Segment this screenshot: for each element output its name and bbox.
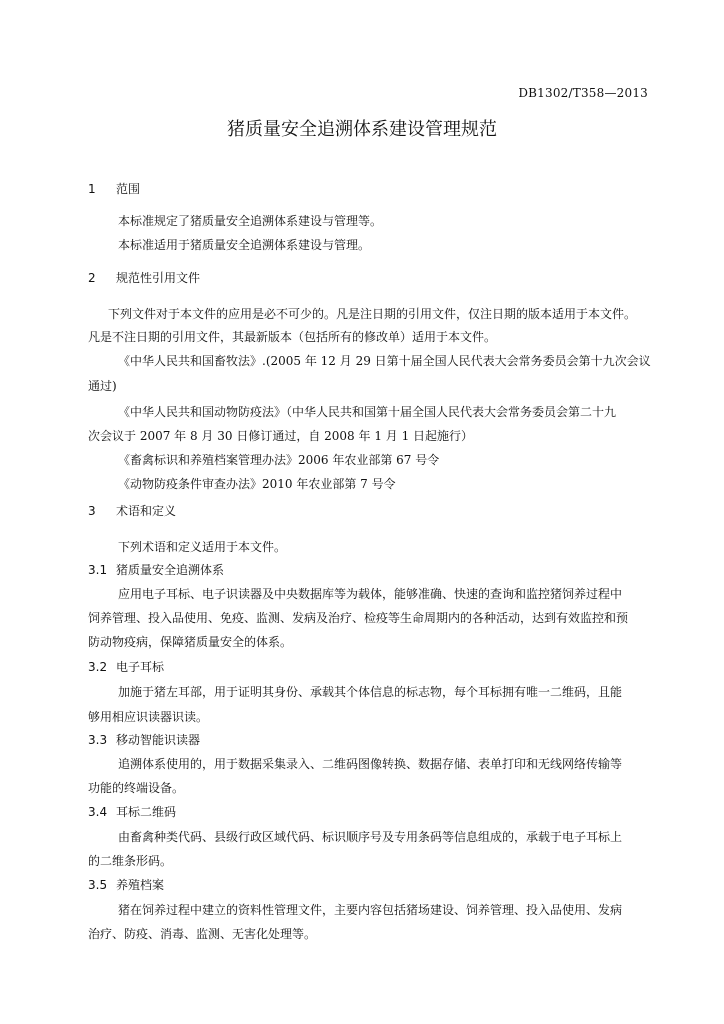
section-number: 3.2 bbox=[88, 660, 108, 674]
section-number: 3.1 bbox=[88, 563, 108, 577]
paragraph-line: 治疗、防疫、消毒、监测、无害化处理等。 bbox=[88, 927, 317, 941]
section-3-2-heading bbox=[88, 658, 164, 675]
paragraph-line: 下列术语和定义适用于本文件。 bbox=[118, 540, 287, 554]
paragraph-line: 本标准适用于猪质量安全追溯体系建设与管理。 bbox=[118, 238, 371, 252]
section-number: 3 bbox=[88, 504, 96, 518]
paragraph-line: 《动物防疫条件审查办法》2010 年农业部第 7 号令 bbox=[118, 477, 396, 491]
section-3-4-heading bbox=[88, 803, 176, 820]
paragraph-line: 《畜禽标识和养殖档案管理办法》2006 年农业部第 67 号令 bbox=[118, 453, 440, 467]
paragraph-line: 应用电子耳标、电子识读器及中央数据库等为载体，能够准确、快速的查询和监控猪饲养过程中 bbox=[118, 587, 623, 601]
section-number: 2 bbox=[88, 271, 96, 285]
section-3-5-heading bbox=[88, 876, 164, 893]
paragraph-line: 次会议于 2007 年 8 月 30 日修订通过，自 2008 年 1 月 1 日起施行） bbox=[88, 429, 474, 443]
section-title: 养殖档案 bbox=[116, 878, 165, 892]
section-2-heading bbox=[88, 269, 200, 286]
section-title: 耳标二维码 bbox=[116, 805, 177, 819]
paragraph-line: 凡是不注日期的引用文件，其最新版本（包括所有的修改单）适用于本文件。 bbox=[88, 330, 497, 344]
section-3-heading bbox=[88, 502, 176, 519]
section-1-heading bbox=[88, 180, 140, 197]
section-number: 3.4 bbox=[88, 805, 108, 819]
paragraph-line: 加施于猪左耳部，用于证明其身份、承载其个体信息的标志物，每个耳标拥有唯一二维码，且能 bbox=[118, 685, 623, 699]
section-3-1-heading bbox=[88, 561, 224, 578]
document-title: 猪质量安全追溯体系建设管理规范 bbox=[227, 119, 497, 140]
paragraph-line: 追溯体系使用的，用于数据采集录入、二维码图像转换、数据存储、表单打印和无线网络传输等 bbox=[118, 757, 623, 771]
section-3-3-heading bbox=[88, 731, 200, 748]
paragraph-line: 防动物疫病，保障猪质量安全的体系。 bbox=[88, 635, 293, 649]
section-number: 3.3 bbox=[88, 733, 108, 747]
paragraph-line: 《中华人民共和国动物防疫法》（中华人民共和国第十届全国人民代表大会常务委员会第二十九 bbox=[118, 405, 617, 419]
section-title: 电子耳标 bbox=[116, 660, 165, 674]
section-title: 术语和定义 bbox=[116, 504, 177, 518]
section-title: 猪质量安全追溯体系 bbox=[116, 563, 225, 577]
paragraph-line: 由畜禽种类代码、县级行政区域代码、标识顺序号及专用条码等信息组成的，承载于电子耳标上 bbox=[118, 830, 623, 844]
section-title: 范围 bbox=[116, 182, 141, 196]
section-title: 移动智能识读器 bbox=[116, 733, 201, 747]
paragraph-line: 通过) bbox=[88, 379, 117, 393]
section-number: 3.5 bbox=[88, 878, 108, 892]
paragraph-line: 下列文件对于本文件的应用是必不可少的。凡是注日期的引用文件，仅注日期的版本适用于本文件。 bbox=[108, 307, 637, 321]
paragraph-line: 功能的终端设备。 bbox=[88, 781, 185, 795]
paragraph-line: 够用相应识读器识读。 bbox=[88, 710, 209, 724]
paragraph-line: 的二维条形码。 bbox=[88, 854, 173, 868]
paragraph-line: 猪在饲养过程中建立的资料性管理文件，主要内容包括猪场建设、饲养管理、投入品使用、发病 bbox=[118, 903, 623, 917]
standard-code: DB1302/T358—2013 bbox=[518, 86, 648, 100]
paragraph-line: 饲养管理、投入品使用、免疫、监测、发病及治疗、检疫等生命周期内的各种活动，达到有效监控和预 bbox=[88, 611, 629, 625]
section-number: 1 bbox=[88, 182, 96, 196]
paragraph-line: 本标准规定了猪质量安全追溯体系建设与管理等。 bbox=[118, 214, 383, 228]
paragraph-line: 《中华人民共和国畜牧法》.(2005 年 12 月 29 日第十届全国人民代表大会常务委员会第十九次会议 bbox=[118, 354, 651, 368]
section-title: 规范性引用文件 bbox=[116, 271, 201, 285]
